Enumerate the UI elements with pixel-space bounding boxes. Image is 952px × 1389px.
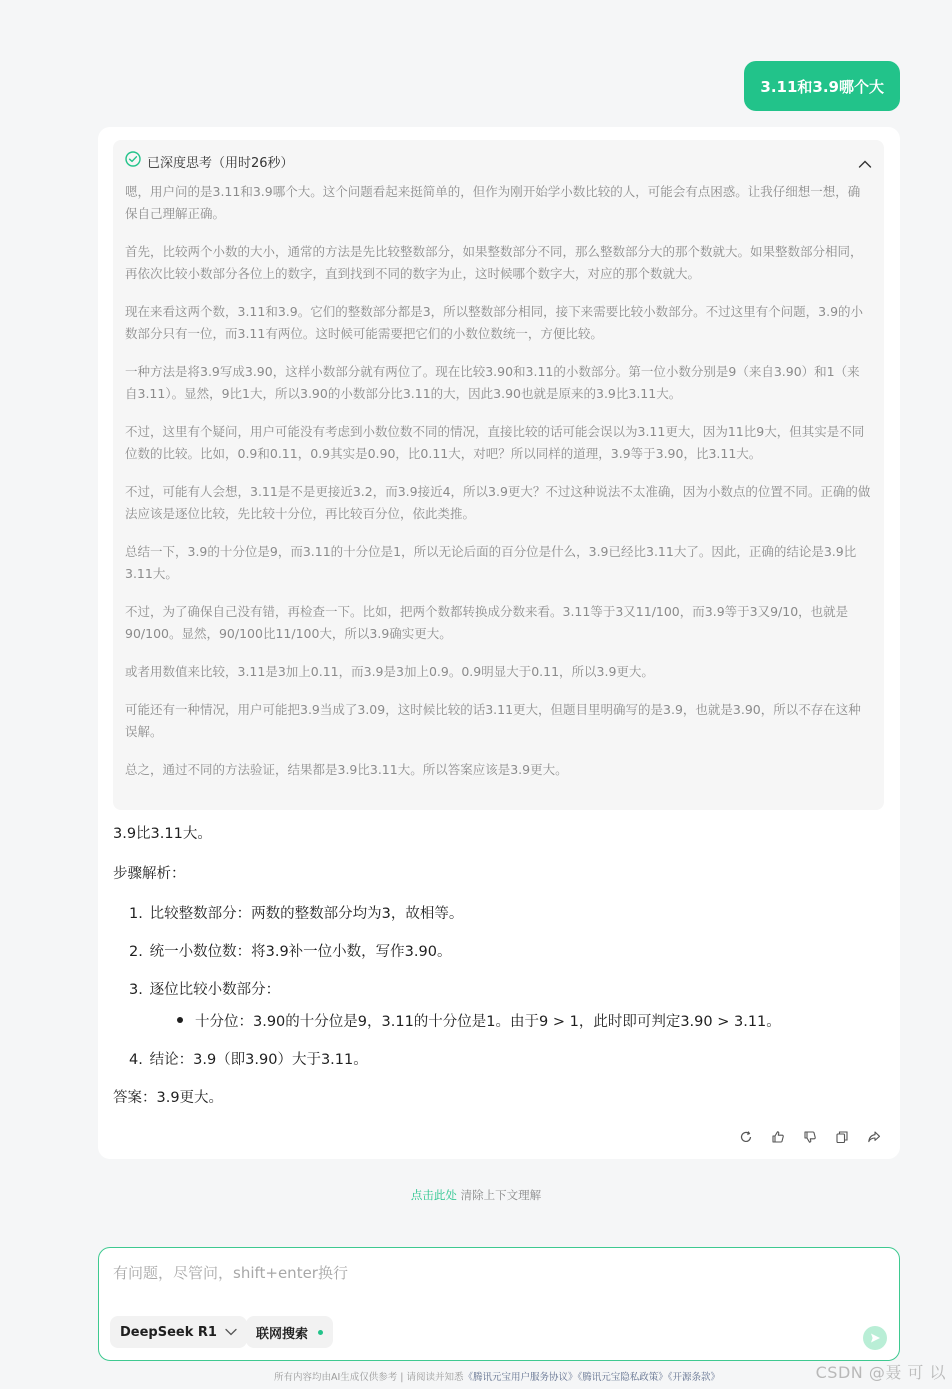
model-label: DeepSeek R1 [120,1324,217,1340]
copy-icon[interactable] [834,1129,850,1145]
answer-content [113,823,884,1127]
answer-summary: 3.9比3.11大。 [113,826,212,842]
think-paragraph: 或者用数值来比较，3.11是3加上0.11，而3.9是3加上0.9。0.9明显大于0.11，所以3.9更大。 [125,664,654,679]
send-icon [869,1332,881,1344]
think-paragraph: 总结一下，3.9的十分位是9，而3.11的十分位是1，所以无论后面的百分位是什么，3.9已经比3.11大了。因此，正确的结论是3.9比3.11大。 [125,544,857,581]
web-search-toggle[interactable] [246,1316,333,1348]
steps-heading: 步骤解析： [113,866,186,882]
step-text: 逐位比较小数部分： [149,982,281,998]
think-paragraph: 首先，比较两个小数的大小，通常的方法是先比较整数部分，如果整数部分不同，那么整数部分大的那个数就大。如果整数部分相同，再依次比较小数部分各位上的数字，直到找到不同的数字为止，这时候哪个数字大，对应的那个数就大。 [125,244,863,281]
step-text: 统一小数位数：将3.9补一位小数，写作3.90。 [149,944,452,960]
thumbs-up-icon[interactable] [770,1129,786,1145]
sub-bullet-text: 十分位：3.90的十分位是9，3.11的十分位是1。由于9 > 1，此时即可判定3.90 > 3.11。 [195,1014,781,1030]
share-icon[interactable] [866,1129,882,1145]
think-paragraph: 不过，这里有个疑问，用户可能没有考虑到小数位数不同的情况，直接比较的话可能会误以为3.11更大，因为11比9大，但其实是不同位数的比较。比如，0.9和0.11，0.9其实是0.90，比0.11大，对吧？所以同样的道理，3.9等于3.90，比3.11大。 [125,424,865,461]
user-message-bubble [744,61,900,111]
final-answer: 答案：3.9更大。 [113,1090,224,1106]
deep-think-header[interactable] [125,150,872,172]
model-select-button[interactable] [110,1316,247,1348]
regenerate-icon[interactable] [738,1129,754,1145]
think-paragraph: 不过，可能有人会想，3.11是不是更接近3.2，而3.9接近4，所以3.9更大？不过这种说法不太准确，因为小数点的位置不同。正确的做法应该是逐位比较，先比较十分位，再比较百分位，依此类推。 [125,484,871,521]
thumbs-down-icon[interactable] [802,1129,818,1145]
step-item [129,1049,884,1071]
clear-context-text: 清除上下文理解 [456,1188,542,1202]
step-text: 比较整数部分：两数的整数部分均为3，故相等。 [149,906,464,922]
chat-input[interactable] [113,1258,883,1288]
privacy-policy-link[interactable]: 《腾讯元宝隐私政策》 [577,1372,668,1383]
clear-context-hint [0,1187,952,1203]
web-search-status-dot [318,1330,323,1335]
bullet-dot-icon [177,1017,183,1023]
assistant-answer-card [98,127,900,1159]
deep-think-content [125,181,872,797]
step-number: 2. [129,944,143,960]
chevron-up-icon[interactable] [858,154,872,173]
sub-bullet-item [177,1011,884,1033]
think-paragraph: 不过，为了确保自己没有错，再检查一下。比如，把两个数都转换成分数来看。3.11等于3又11/100，而3.9等于3又9/10，也就是90/100。显然，90/100比11/100大，所以3.9确实更大。 [125,604,849,641]
footer-text: 所有内容均由AI生成仅供参考 | 请阅读并知悉 [273,1372,464,1383]
step-number: 1. [129,906,143,922]
watermark: CSDN @聂 可 以 [815,1363,946,1382]
user-agreement-link[interactable]: 《腾讯元宝用户服务协议》 [463,1372,578,1383]
answer-actions [738,1129,882,1145]
step-text: 结论：3.9（即3.90）大于3.11。 [149,1052,368,1068]
think-paragraph: 嗯，用户问的是3.11和3.9哪个大。这个问题看起来挺简单的，但作为刚开始学小数比较的人，可能会有点困惑。让我仔细想一想，确保自己理解正确。 [125,184,861,221]
chat-input-box [98,1247,900,1361]
web-search-label: 联网搜索 [256,1326,309,1342]
clear-context-link[interactable]: 点击此处 [410,1188,457,1202]
step-number: 3. [129,982,143,998]
footer-disclaimer [0,1369,952,1383]
step-item [129,979,884,1033]
step-number: 4. [129,1052,143,1068]
step-item [129,903,884,925]
steps-list [129,903,884,1071]
send-button[interactable] [863,1326,887,1350]
deep-think-title: 已深度思考（用时26秒） [147,155,294,171]
think-paragraph: 总之，通过不同的方法验证，结果都是3.9比3.11大。所以答案应该是3.9更大。 [125,762,568,777]
step-item [129,941,884,963]
user-message-text: 3.11和3.9哪个大 [760,77,884,96]
think-paragraph: 一种方法是将3.9写成3.90，这样小数部分就有两位了。现在比较3.90和3.11的小数部分。第一位小数分别是9（来自3.90）和1（来自3.11）。显然，9比1大，所以3.90的小数部分比3.11的大，因此3.90也就是原来的3.9比3.11大。 [125,364,860,401]
deep-think-panel [113,140,884,810]
chevron-down-icon [225,1325,237,1340]
check-circle-icon [125,151,141,171]
think-paragraph: 现在来看这两个数，3.11和3.9。它们的整数部分都是3，所以整数部分相同，接下来需要比较小数部分。不过这里有个问题，3.9的小数部分只有一位，而3.11有两位。这时候可能需要把它们的小数位数统一，方便比较。 [125,304,864,341]
think-paragraph: 可能还有一种情况，用户可能把3.9当成了3.09，这时候比较的话3.11更大，但题目里明确写的是3.9，也就是3.90，所以不存在这种误解。 [125,702,861,739]
open-source-terms-link[interactable]: 《开源条款》 [667,1372,721,1383]
